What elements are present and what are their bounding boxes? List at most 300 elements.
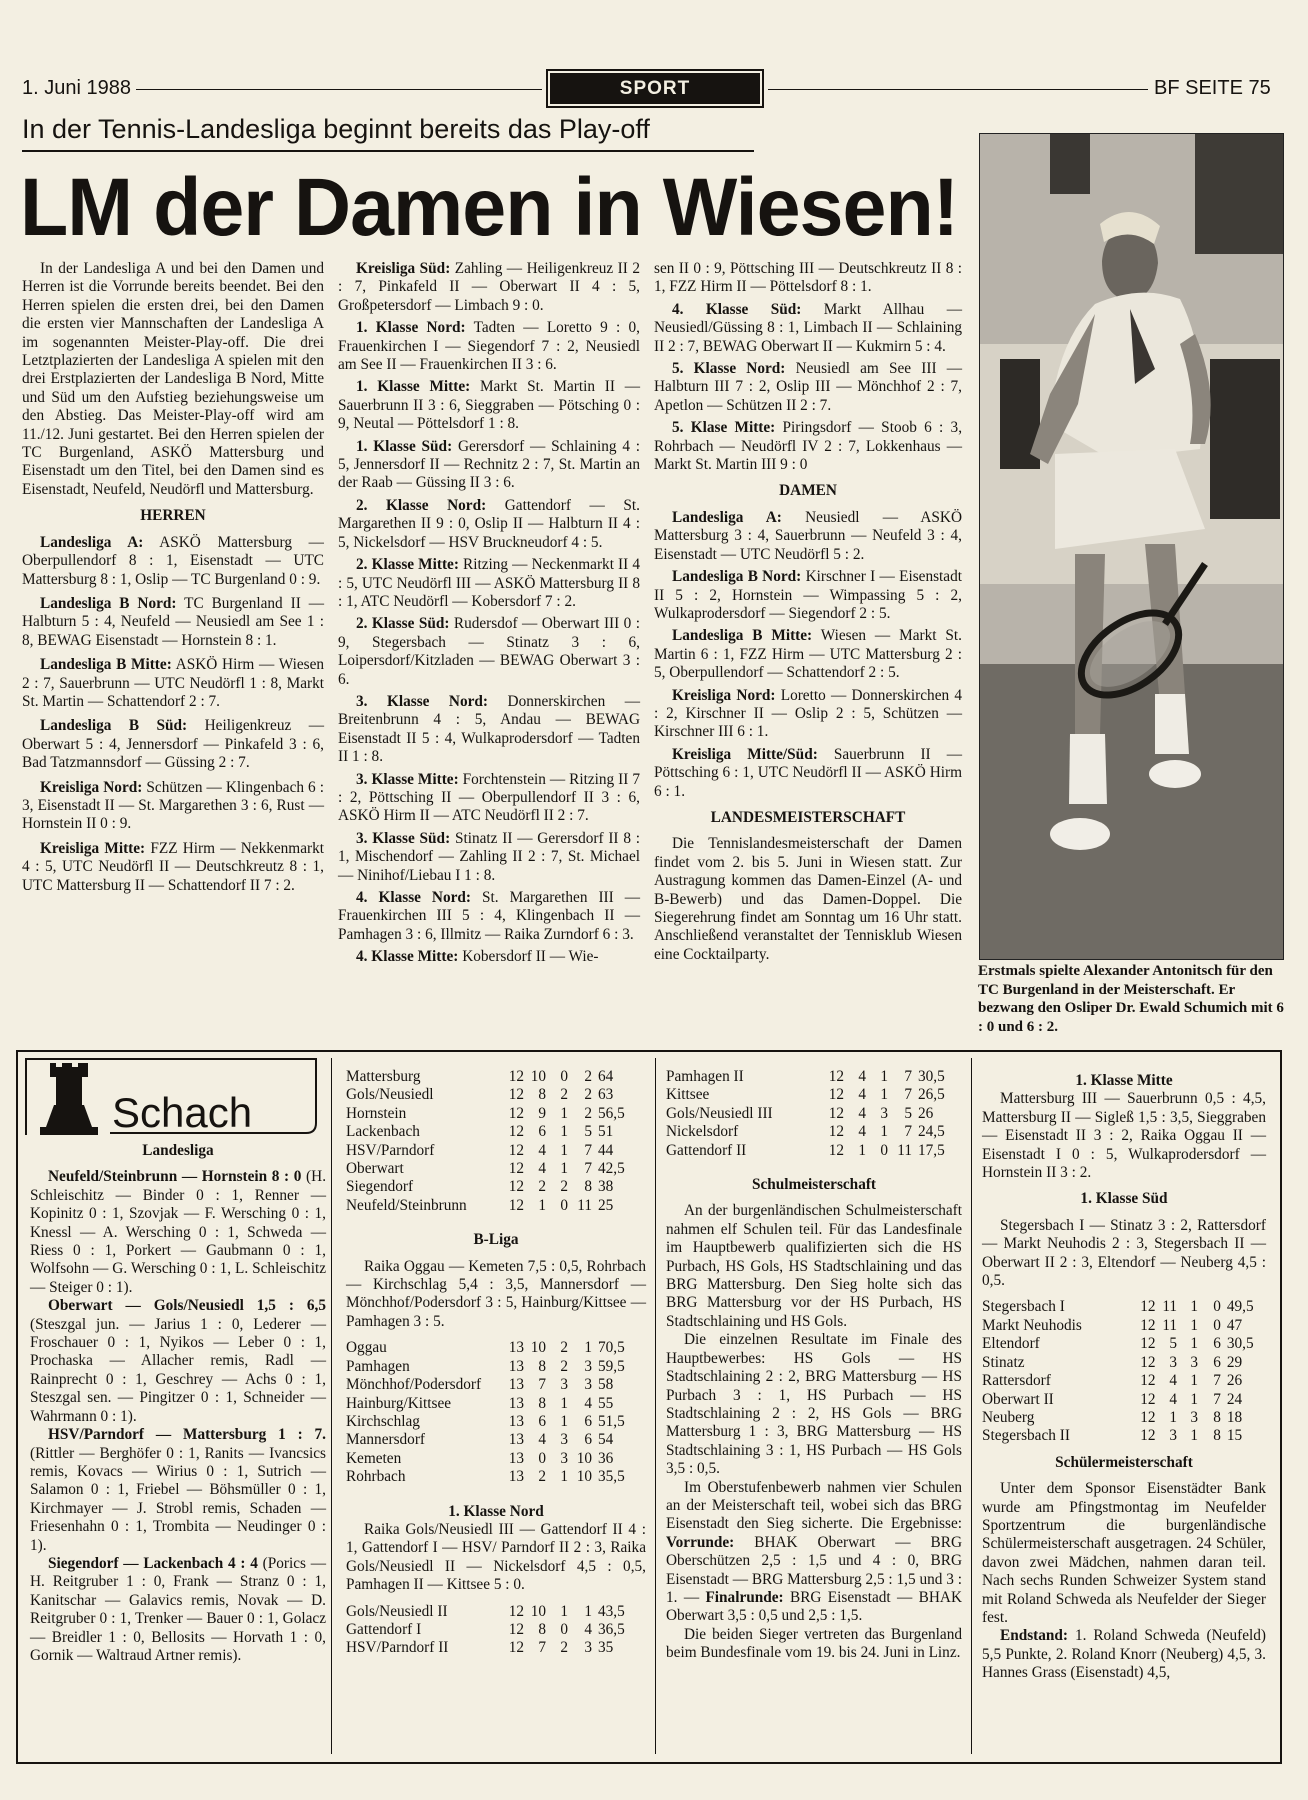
- score-cell: 4: [538, 1431, 546, 1449]
- standings-row: [982, 1298, 1266, 1316]
- schuelermeisterschaft-paragraph: Unter dem Sponsor Eisenstädter Bank wurde am Pfingstmontag im Neufelder Sportzentrum die burgenländische Schülermeisterschaft ausgetragen. 24 Schüler, davon zwei Mädchen, nahmen daran teil. Nach sechs Runden Schweizer System stand mit Roland Schweda als Neufelder der Sieger fest.: [982, 1480, 1266, 1626]
- score-cell: 2: [538, 1178, 546, 1196]
- score-cell: 1: [560, 1468, 568, 1486]
- result-text: Zahling — Heiligenkreuz II 2 : 7, Pinkafeld II — Oberwart II 4 : 5, Großpetersdorf — Limbach 9 : 0.: [338, 260, 640, 314]
- result-text: ASKÖ Hirm — Wiesen 2 : 7, Sauerbrunn — UTC Neudörfl 1 : 8, Markt St. Martin — Schattendorf 2 : 7.: [22, 656, 325, 710]
- match-text: (Rittler — Berghöfer 0 : 1, Ranits — Ivancsics remis, Kovacs — Wirius 0 : 1, Sutrich — Salamon 0 : 1, Friebel — Böhsmüller 0 : 1, Kirchmayer — J. Strobl remis, Schaden — Friesenhahn 0 : 1, Trombita — Neudinger 0 : 1).: [30, 1444, 326, 1554]
- league-label: 1. Klasse Nord:: [356, 319, 466, 337]
- score-cell: 6: [584, 1412, 592, 1430]
- score-cell: 3: [584, 1357, 592, 1375]
- score-cell: 10: [530, 1602, 546, 1620]
- score-cell: 9: [538, 1104, 546, 1122]
- score-cell: 51,5: [598, 1412, 625, 1430]
- score-cell: 30,5: [918, 1068, 945, 1085]
- kicker-underline: [22, 150, 754, 152]
- damen-heading: DAMEN: [779, 482, 837, 500]
- score-cell: 1: [560, 1123, 568, 1141]
- result-paragraph: [338, 319, 640, 374]
- score-cell: 4: [858, 1123, 866, 1141]
- score-cell: 10: [576, 1468, 592, 1486]
- score-cell: 35: [598, 1639, 614, 1657]
- score-cell: 12: [828, 1104, 844, 1122]
- team-name-cell: Stegersbach I: [982, 1298, 1065, 1316]
- team-name-cell: HSV/Parndorf II: [346, 1639, 449, 1657]
- score-cell: 3: [560, 1376, 568, 1394]
- score-cell: 8: [1213, 1408, 1221, 1426]
- standings-row: [346, 1142, 638, 1160]
- result-paragraph: [22, 840, 324, 895]
- result-paragraph: [338, 771, 640, 826]
- score-cell: 12: [508, 1123, 524, 1141]
- score-cell: 12: [1140, 1298, 1156, 1316]
- team-name-cell: HSV/Parndorf: [346, 1141, 435, 1159]
- score-cell: 7: [584, 1141, 592, 1159]
- paragraph-text: BRG Eisenstadt — BHAK Oberwart 3,5 : 0,5 und 2,5 : 1,5.: [666, 1588, 962, 1625]
- score-cell: 12: [1140, 1390, 1156, 1408]
- schulmeisterschaft-paragraph: Die beiden Sieger vertreten das Burgenland beim Bundesfinale vom 19. bis 24. Juni in Linz.: [666, 1625, 962, 1662]
- league-label: Kreisliga Nord:: [40, 778, 143, 796]
- score-cell: 12: [508, 1602, 524, 1620]
- standings-row: [346, 1123, 638, 1141]
- score-cell: 6: [538, 1412, 546, 1430]
- score-cell: 1: [560, 1412, 568, 1430]
- score-cell: 36: [598, 1449, 614, 1467]
- score-cell: 12: [1140, 1335, 1156, 1353]
- score-cell: 38: [598, 1178, 614, 1196]
- chess-column-3: [666, 1068, 962, 1663]
- score-cell: 12: [508, 1639, 524, 1657]
- team-name-cell: Oberwart: [346, 1160, 404, 1178]
- score-cell: 55: [598, 1394, 614, 1412]
- score-cell: 0: [880, 1141, 888, 1159]
- score-cell: 10: [576, 1449, 592, 1467]
- score-cell: 1: [538, 1196, 546, 1214]
- header-rule-right: [768, 89, 1148, 90]
- score-cell: 2: [584, 1068, 592, 1085]
- landesmeisterschaft-heading: LANDESMEISTERSCHAFT: [710, 808, 906, 826]
- score-cell: 12: [1140, 1427, 1156, 1445]
- score-cell: 24,5: [918, 1123, 945, 1141]
- match-text: (Porics — H. Reitgruber 1 : 0, Frank — Stranz 0 : 1, Kanitschar — Galavics remis, Novak — D. Reitgruber 0 : 1, Trenker — Bauer 0 : 1, Golacz — Breidler 1 : 0, Bellosits — Horvath 1 : 0, Gornik — Waltraud Artner remis).: [30, 1554, 326, 1664]
- score-cell: 7: [904, 1068, 912, 1085]
- result-paragraph: [654, 301, 962, 356]
- result-text: Ritzing — Neckenmarkt II 4 : 5, UTC Neudörfl III — ASKÖ Mattersburg II 8 : 1, ATC Neudörfl — Kobersdorf 7 : 2.: [338, 556, 640, 610]
- score-cell: 24: [1226, 1390, 1243, 1408]
- league-label: 4. Klasse Süd:: [672, 300, 802, 318]
- score-cell: 1: [1169, 1408, 1178, 1426]
- standings-row: [666, 1142, 958, 1160]
- score-cell: 7: [904, 1123, 912, 1141]
- chess-logo-text: Schach: [112, 1089, 253, 1136]
- b-liga-heading: B-Liga: [473, 1231, 519, 1249]
- score-cell: 6: [584, 1431, 592, 1449]
- chess-match-paragraph: [30, 1297, 326, 1426]
- league-label: Landesliga B Mitte:: [40, 656, 172, 674]
- score-cell: 7: [1213, 1390, 1221, 1408]
- league-label: 4. Klasse Nord:: [356, 889, 472, 906]
- result-text: Markt St. Martin II — Sauerbrunn II 3 : 6, Sieggraben — Pötsching 0 : 9, Neutal — Pöttelsdorf 1 : 8.: [338, 378, 640, 433]
- score-cell: 42,5: [598, 1160, 625, 1178]
- score-cell: 3: [584, 1639, 592, 1657]
- league-label: Kreisliga Süd:: [356, 260, 451, 277]
- score-cell: 3: [1169, 1427, 1178, 1445]
- team-name-cell: Siegendorf: [346, 1178, 414, 1196]
- standings-row: [346, 1431, 638, 1449]
- result-paragraph: [338, 615, 640, 689]
- score-cell: 1: [880, 1068, 888, 1085]
- score-cell: 56,5: [598, 1104, 625, 1122]
- article-column-2: [338, 260, 640, 967]
- standings-row: [346, 1603, 638, 1621]
- result-paragraph: [654, 627, 962, 682]
- standings-row: [982, 1409, 1266, 1427]
- score-cell: 12: [1140, 1353, 1156, 1371]
- score-cell: 12: [1140, 1316, 1156, 1334]
- article-headline: LM der Damen in Wiesen!: [20, 162, 959, 253]
- chess-match-paragraph: [30, 1426, 326, 1555]
- standings-row: [666, 1123, 958, 1141]
- standings-row: [982, 1427, 1266, 1445]
- result-text: Markt Allhau — Neusiedl/Güssing 8 : 1, Limbach II — Schlaining II 2 : 7, BEWAG Oberwart II — Kukmirn 5 : 4.: [654, 300, 962, 355]
- standings-row: [346, 1086, 638, 1104]
- score-cell: 35,5: [598, 1468, 625, 1486]
- result-text: Forchtenstein — Ritzing II 7 : 2, Pöttsching II — Oberpullendorf II 3 : 6, ASKÖ Hirm II — ATC Neudörfl II 2 : 7.: [338, 770, 640, 825]
- score-cell: 64: [598, 1068, 614, 1085]
- team-name-cell: Markt Neuhodis: [982, 1316, 1082, 1334]
- score-cell: 3: [584, 1376, 592, 1394]
- klasse-sued-standings-table: [982, 1298, 1266, 1445]
- score-cell: 1: [560, 1141, 568, 1159]
- score-cell: 2: [584, 1086, 592, 1104]
- score-cell: 6: [1213, 1335, 1221, 1353]
- landesliga-standings-table: [346, 1068, 638, 1215]
- score-cell: 18: [1226, 1408, 1243, 1426]
- standings-row: [346, 1178, 638, 1196]
- league-label: 5. Klasse Nord:: [672, 360, 786, 378]
- score-cell: 13: [508, 1394, 524, 1412]
- standings-row: [666, 1086, 958, 1104]
- landesliga-heading: Landesliga: [142, 1142, 214, 1159]
- intro-paragraph: In der Landesliga A und bei den Damen und Herren ist die Vorrunde bereits beendet. Bei den Herren spielen die ersten drei, bei den Damen die ersten vier Mannschaften der Landesliga A im sogenannten Meister-Play-off. Die drei Letztplazierten der Landesliga A spielen mit den drei Erstplazierten der Landesliga B Nord, Mitte und Süd um den Aufstieg beziehungsweise um den Abstieg. Das Meister-Play-off wird am 11./12. Juni gestartet. Bei den Herren spielen der TC Burgenland, ASKÖ Mattersburg und Eisenstadt um den Titel, bei den Damen sind es Eisenstadt, Neufeld, Neudörfl und Mattersburg.: [22, 260, 324, 498]
- team-name-cell: Mönchhof/Podersdorf: [346, 1376, 482, 1394]
- league-label: Kreisliga Mitte/Süd:: [672, 745, 818, 763]
- score-cell: 8: [538, 1620, 546, 1638]
- klasse-mitte-heading: 1. Klasse Mitte: [1075, 1072, 1173, 1089]
- result-paragraph: [22, 534, 324, 589]
- team-name-cell: Gols/Neusiedl III: [666, 1104, 773, 1122]
- result-paragraph: [338, 830, 640, 885]
- endstand-label: Endstand:: [1000, 1627, 1069, 1645]
- standings-row: [346, 1395, 638, 1413]
- score-cell: 8: [1213, 1427, 1221, 1445]
- standings-row: [346, 1068, 638, 1086]
- standings-row: [346, 1376, 638, 1394]
- score-cell: 1: [1190, 1316, 1199, 1334]
- score-cell: 4: [1169, 1372, 1178, 1390]
- score-cell: 12: [828, 1141, 844, 1159]
- score-cell: 2: [560, 1639, 568, 1657]
- result-text: Gerersdorf — Schlaining 4 : 5, Jennersdorf II — Rechnitz 2 : 7, St. Martin an der Raab — Güssing II 3 : 6.: [338, 437, 640, 492]
- team-name-cell: Kirchschlag: [346, 1412, 420, 1430]
- score-cell: 3: [1190, 1353, 1199, 1371]
- standings-row: [982, 1317, 1266, 1335]
- result-text: Kobersdorf II — Wie-: [462, 948, 599, 966]
- score-cell: 13: [508, 1412, 524, 1430]
- result-text: Sauerbrunn II — Pöttsching 6 : 1, UTC Neudörfl II — ASKÖ Hirm 6 : 1.: [654, 745, 962, 800]
- league-label: Landesliga A:: [672, 508, 782, 526]
- column-divider: [331, 1058, 332, 1754]
- round-label: Vorrunde:: [666, 1533, 735, 1551]
- team-name-cell: Oggau: [346, 1339, 387, 1357]
- klasse-nord-standings-table-cont: [666, 1068, 958, 1160]
- standings-row: [982, 1335, 1266, 1353]
- score-cell: 47: [1226, 1316, 1243, 1334]
- score-cell: 70,5: [598, 1339, 625, 1357]
- score-cell: 30,5: [1226, 1335, 1254, 1353]
- klasse-mitte-paragraph: Mattersburg III — Sauerbrunn 0,5 : 4,5, Mattersburg II — Sigleß 1,5 : 3,5, Sieggraben — Eisenstadt II 3 : 2, Raika Oggau II — Eisenstadt I 0 : 5, Wulkaprodersdorf — Hornstein II 3 : 2.: [982, 1090, 1266, 1182]
- score-cell: 8: [584, 1178, 592, 1196]
- schulmeisterschaft-paragraph: Die einzelnen Resultate im Finale des Hauptbewerbes: HS Gols — HS Stadtschlaining 2 : 2, BRG Mattersburg — HS Purbach 3 : 1, HS Purbach — HS Stadtschlaining 2 : 2, HS Gols — BRG Mattersburg 1 : 3, BRG Mattersburg — HS Stadtschlaining 3 : 1, HS Purbach — HS Gols 3,5 : 0,5.: [666, 1331, 962, 1478]
- score-cell: 2: [560, 1086, 568, 1104]
- score-cell: 0: [560, 1620, 568, 1638]
- league-label: Kreisliga Nord:: [672, 686, 776, 704]
- score-cell: 1: [858, 1141, 866, 1159]
- herren-heading: HERREN: [140, 507, 206, 525]
- schulmeisterschaft-paragraph: [666, 1479, 962, 1626]
- score-cell: 13: [508, 1468, 524, 1486]
- standings-row: [982, 1354, 1266, 1372]
- league-label: 1. Klasse Süd:: [356, 437, 453, 455]
- team-name-cell: Stegersbach II: [982, 1427, 1070, 1445]
- schulmeisterschaft-paragraph: An der burgenländischen Schulmeisterschaft nahmen elf Schulen teil. Für das Landesfinale im Hauptbewerb qualifizierten sich die HS Purbach, HS Gols, HS Stadtschlaining und das BRG Mattersburg. Den Sieg holte sich das BRG Mattersburg vor der HS Purbach, HS Stadtschlaining und HS Gols.: [666, 1202, 962, 1330]
- team-name-cell: Stinatz: [982, 1353, 1025, 1371]
- standings-row: [666, 1068, 958, 1086]
- league-label: 2. Klasse Nord:: [356, 496, 487, 514]
- result-text: Piringsdorf — Stoob 6 : 3, Rohrbach — Neudörfl IV 2 : 7, Lokkenhaus — Markt St. Martin III 9 : 0: [654, 419, 963, 474]
- score-cell: 0: [538, 1449, 546, 1467]
- score-cell: 3: [1169, 1353, 1178, 1371]
- standings-row: [666, 1105, 958, 1123]
- result-paragraph: [22, 779, 324, 834]
- team-name-cell: Neufeld/Steinbrunn: [346, 1196, 467, 1214]
- score-cell: 4: [858, 1086, 866, 1104]
- score-cell: 13: [508, 1357, 524, 1375]
- score-cell: 12: [1140, 1372, 1156, 1390]
- team-name-cell: Lackenbach: [346, 1123, 420, 1141]
- score-cell: 12: [508, 1104, 524, 1122]
- result-paragraph: [22, 595, 324, 650]
- paragraph-text: BHAK Oberwart — BRG Oberschützen 2,5 : 1,5 und 4 : 0, BRG Eisenstadt — BRG Mattersburg 2,5 : 1,5 und 3 : 1. —: [666, 1533, 962, 1606]
- photo-caption: Erstmals spielte Alexander Antonitsch für den TC Burgenland in der Meisterschaft. Er bezwang den Osliper Dr. Ewald Schumich mit 6 : 0 und 6 : 2.: [978, 963, 1284, 1035]
- score-cell: 26,5: [918, 1086, 945, 1104]
- result-paragraph: [338, 889, 640, 944]
- klasse-sued-paragraph: Stegersbach I — Stinatz 3 : 2, Rattersdorf — Markt Neuhodis 2 : 3, Stegersbach II — Oberwart II 2 : 3, Eltendorf — Neuberg 4,5 : 0,5.: [982, 1216, 1266, 1290]
- match-label: HSV/Parndorf — Mattersburg 1 : 7.: [48, 1426, 326, 1444]
- article-kicker: In der Tennis-Landesliga beginnt bereits das Play-off: [22, 114, 650, 144]
- score-cell: 58: [598, 1376, 614, 1394]
- continued-text: sen II 0 : 9, Pöttsching III — Deutschkreutz II 8 : 1, FZZ Hirm II — Pöttelsdorf 8 : 1.: [654, 260, 962, 296]
- result-paragraph: [338, 556, 640, 611]
- endstand-text: 1. Roland Schweda (Neufeld) 5,5 Punkte, 2. Roland Knorr (Neuberg) 4,5, 3. Hannes Grass (Eisenstadt) 4,5,: [982, 1627, 1266, 1682]
- score-cell: 12: [828, 1123, 844, 1141]
- score-cell: 26: [918, 1104, 934, 1122]
- league-label: Landesliga A:: [40, 533, 144, 551]
- result-paragraph: [338, 260, 640, 315]
- page-number: BF SEITE 75: [1154, 77, 1271, 99]
- result-text: Schützen — Klingenbach 6 : 3, Eisenstadt II — St. Margarethen 3 : 6, Rust — Hornstein II 0 : 9.: [22, 778, 324, 833]
- team-name-cell: Gols/Neusiedl II: [346, 1602, 448, 1620]
- league-label: 3. Klasse Süd:: [356, 829, 451, 847]
- chess-column-1: [30, 1142, 326, 1665]
- result-text: Heiligenkreuz — Oberwart 5 : 4, Jennersdorf — Pinkafeld 3 : 6, Bad Tatzmannsdorf — Güssing 2 : 7.: [22, 717, 325, 772]
- score-cell: 13: [508, 1431, 524, 1449]
- score-cell: 1: [560, 1394, 568, 1412]
- score-cell: 12: [508, 1620, 524, 1638]
- result-paragraph: [654, 419, 962, 474]
- score-cell: 54: [598, 1431, 614, 1449]
- chess-rook-icon: [40, 1061, 98, 1135]
- chess-match-paragraph: [30, 1555, 326, 1665]
- score-cell: 4: [1169, 1390, 1178, 1408]
- score-cell: 4: [538, 1141, 546, 1159]
- team-name-cell: Gattendorf I: [346, 1620, 422, 1638]
- score-cell: 7: [904, 1086, 912, 1104]
- result-text: TC Burgenland II — Halbturn 5 : 4, Neufeld — Neusiedl am See 1 : 8, BEWAG Eisenstadt — Hornstein 8 : 1.: [22, 594, 324, 649]
- result-text: Neusiedl am See III — Halbturn III 7 : 2, Oslip III — Mönchhof 2 : 7, Apetlon — Schützen II 2 : 7.: [654, 360, 963, 414]
- team-name-cell: Pamhagen II: [666, 1068, 744, 1085]
- score-cell: 1: [1190, 1390, 1199, 1408]
- score-cell: 1: [560, 1160, 568, 1178]
- team-name-cell: Mattersburg: [346, 1068, 421, 1085]
- result-paragraph: [654, 509, 962, 564]
- team-name-cell: Rattersdorf: [982, 1372, 1051, 1390]
- score-cell: 0: [560, 1068, 568, 1085]
- league-label: 1. Klasse Mitte:: [356, 378, 471, 396]
- result-paragraph: [338, 497, 640, 552]
- score-cell: 2: [560, 1339, 568, 1357]
- score-cell: 4: [858, 1068, 866, 1085]
- score-cell: 8: [538, 1086, 546, 1104]
- result-paragraph: [22, 717, 324, 772]
- score-cell: 13: [508, 1339, 524, 1357]
- standings-row: [346, 1468, 638, 1486]
- article-column-3: [654, 260, 962, 964]
- chess-match-paragraph: [30, 1168, 326, 1297]
- score-cell: 5: [584, 1123, 592, 1141]
- score-cell: 25: [598, 1196, 614, 1214]
- league-label: 3. Klasse Mitte:: [356, 770, 459, 788]
- score-cell: 1: [560, 1602, 568, 1620]
- score-cell: 2: [560, 1178, 568, 1196]
- score-cell: 51: [598, 1123, 614, 1141]
- landesmeisterschaft-paragraph: Die Tennislandesmeisterschaft der Damen findet vom 2. bis 5. Juni in Wiesen statt. Zur Austragung kommen das Damen-Einzel (A- und B-Bewerb) und das Damen-Doppel. Die Siegerehrung findet am Sonntag um 16 Uhr statt. Anschließend veranstaltet der Tennisklub Wiesen eine Cocktailparty.: [654, 835, 962, 963]
- team-name-cell: Gols/Neusiedl: [346, 1086, 434, 1104]
- standings-row: [346, 1339, 638, 1357]
- score-cell: 10: [530, 1068, 546, 1085]
- score-cell: 3: [1190, 1408, 1199, 1426]
- result-text: Donnerskirchen — Breitenbrunn 4 : 5, Andau — BEWAG Eisenstadt II 5 : 4, Wulkaprodersdorf — Tadten II 1 : 8.: [338, 692, 640, 766]
- team-name-cell: Hornstein: [346, 1104, 407, 1122]
- standings-row: [346, 1621, 638, 1639]
- standings-row: [346, 1160, 638, 1178]
- standings-row: [346, 1450, 638, 1468]
- score-cell: 12: [508, 1178, 524, 1196]
- score-cell: 26: [1226, 1372, 1243, 1390]
- score-cell: 36,5: [598, 1620, 625, 1638]
- score-cell: 11: [1162, 1298, 1178, 1316]
- score-cell: 5: [1169, 1335, 1178, 1353]
- score-cell: 3: [560, 1431, 568, 1449]
- score-cell: 2: [560, 1357, 568, 1375]
- standings-row: [346, 1358, 638, 1376]
- score-cell: 7: [538, 1376, 546, 1394]
- score-cell: 10: [530, 1339, 546, 1357]
- score-cell: 1: [584, 1339, 592, 1357]
- score-cell: 8: [538, 1394, 546, 1412]
- score-cell: 13: [508, 1449, 524, 1467]
- league-label: Landesliga B Nord:: [672, 568, 802, 586]
- league-label: 2. Klasse Mitte:: [356, 556, 459, 574]
- score-cell: 11: [577, 1196, 592, 1214]
- league-label: Landesliga B Süd:: [40, 717, 188, 735]
- score-cell: 11: [897, 1141, 912, 1159]
- result-paragraph: [654, 568, 962, 623]
- score-cell: 44: [598, 1141, 614, 1159]
- team-name-cell: Kittsee: [666, 1086, 710, 1104]
- team-name-cell: Mannersdorf: [346, 1431, 426, 1449]
- score-cell: 1: [880, 1123, 888, 1141]
- match-text: (H. Schleischitz — Binder 0 : 1, Renner — Kopinitz 0 : 1, Szovjak — F. Wersching 0 : 1, Knessl — A. Wersching 0 : 1, Schweda — Riess 0 : 1, Porkert — Gaubmann 0 : 1, Wolfsohn — G. Wersching 0 : 1, L. Schleischitz — Steiger 0 : 1).: [30, 1168, 327, 1296]
- chess-column-2: [346, 1068, 646, 1658]
- score-cell: 13: [508, 1376, 524, 1394]
- score-cell: 0: [1213, 1316, 1221, 1334]
- schulmeisterschaft-heading: Schulmeisterschaft: [751, 1176, 877, 1194]
- league-label: 3. Klasse Nord:: [356, 692, 489, 710]
- result-paragraph: [338, 438, 640, 493]
- b-liga-paragraph: Raika Oggau — Kemeten 7,5 : 0,5, Rohrbach — Kirchschlag 5,4 : 3,5, Mannersdorf — Mönchhof/Podersdorf 3 : 5, Hainburg/Kittsee — Pamhagen 3 : 5.: [346, 1257, 646, 1330]
- score-cell: 49,5: [1226, 1298, 1254, 1316]
- article-column-1: [22, 260, 324, 895]
- score-cell: 17,5: [918, 1141, 945, 1159]
- result-paragraph: [338, 378, 640, 433]
- league-label: 5. Klase Mitte:: [672, 419, 776, 437]
- score-cell: 0: [1213, 1298, 1221, 1316]
- schuelermeisterschaft-heading: Schülermeisterschaft: [1055, 1453, 1193, 1471]
- standings-row: [346, 1413, 638, 1431]
- header-rule-left: [136, 89, 542, 90]
- endstand-paragraph: [982, 1627, 1266, 1682]
- team-name-cell: Nickelsdorf: [666, 1123, 739, 1141]
- league-label: 4. Klasse Mitte:: [356, 948, 459, 966]
- tennis-player-photo: [979, 133, 1284, 960]
- result-paragraph: [654, 746, 962, 801]
- b-liga-standings-table: [346, 1339, 638, 1486]
- score-cell: 12: [828, 1068, 844, 1085]
- score-cell: 0: [560, 1196, 568, 1214]
- score-cell: 1: [1190, 1372, 1199, 1390]
- score-cell: 3: [560, 1449, 568, 1467]
- result-text: Tadten — Loretto 9 : 0, Frauenkirchen I — Siegendorf 7 : 2, Neusiedl am See II — Frauenkirchen II 3 : 6.: [338, 319, 641, 374]
- result-text: Stinatz II — Gerersdorf II 8 : 1, Mischendorf — Zahling II 2 : 7, St. Michael — Ninihof/Liebau I 1 : 8.: [338, 829, 641, 884]
- result-paragraph: [654, 687, 962, 742]
- score-cell: 4: [858, 1104, 866, 1122]
- team-name-cell: Hainburg/Kittsee: [346, 1394, 452, 1412]
- round-label: Finalrunde:: [705, 1588, 784, 1606]
- score-cell: 3: [880, 1104, 888, 1122]
- league-label: 2. Klasse Süd:: [356, 615, 450, 633]
- score-cell: 1: [1190, 1298, 1199, 1316]
- team-name-cell: Kemeten: [346, 1449, 402, 1467]
